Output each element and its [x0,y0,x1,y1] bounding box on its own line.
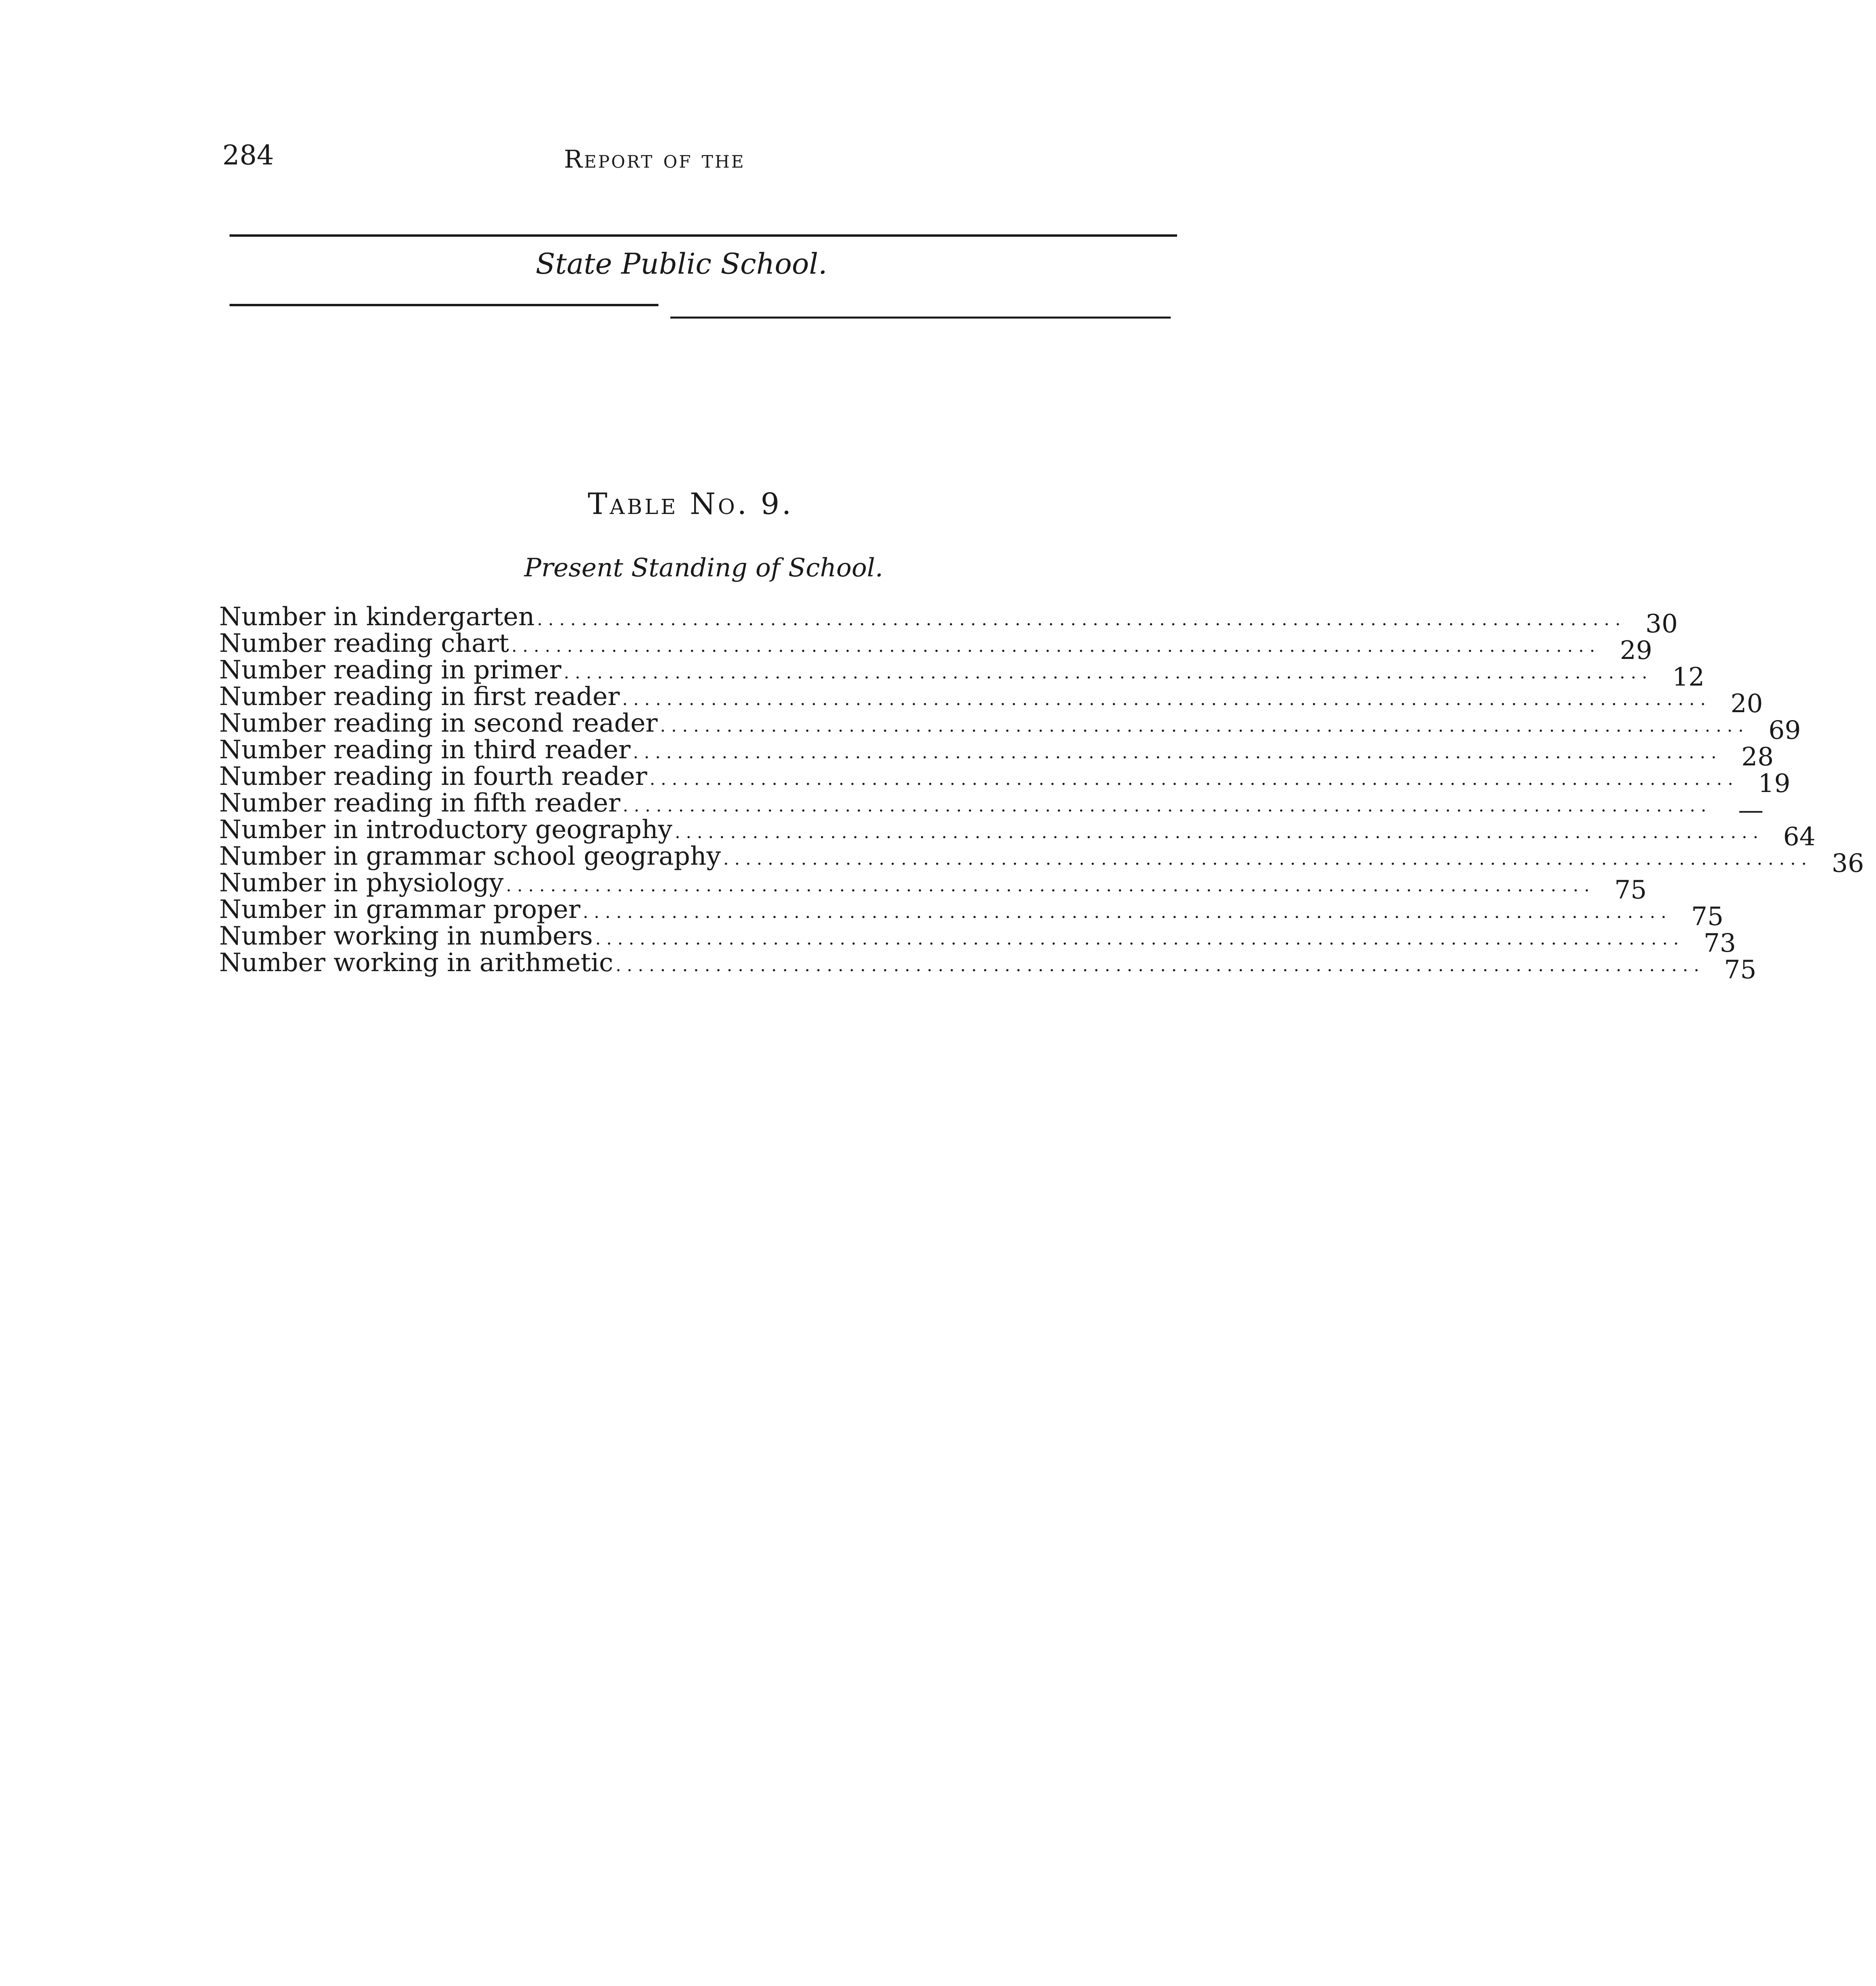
table-row [219,815,1816,852]
table-subtitle: Present Standing of School. [524,553,883,583]
row-value: — [1738,796,1764,825]
row-value: 20 [1730,689,1763,719]
row-label: Number in introductory geography [219,815,673,844]
row-label: Number reading in third reader [219,735,631,765]
page-number: 284 [222,140,274,171]
dot-leader: .................................................................................................. [633,742,1722,763]
row-value: 69 [1768,716,1801,745]
dot-leader: .................................................................................................. [675,822,1764,842]
dot-leader: .................................................................................................. [623,796,1712,816]
dot-leader: .................................................................................................. [583,902,1672,922]
row-value: 75 [1724,955,1756,985]
row-value: 64 [1783,822,1816,852]
row-value: 75 [1614,875,1647,905]
header-rule-bottom-left [230,304,658,306]
dot-leader: .................................................................................................. [564,663,1653,683]
header-rule-top [230,234,1177,237]
table-row [219,922,1736,958]
row-label: Number working in numbers [219,922,593,951]
row-value: 30 [1645,609,1678,639]
row-label: Number reading in primer [219,655,562,685]
table-row [219,602,1678,639]
table-row [219,868,1647,905]
row-label: Number in grammar proper [219,895,581,924]
dot-leader: .................................................................................................. [660,716,1749,736]
table-row [219,735,1774,772]
table-row [219,762,1791,798]
row-value: 73 [1704,929,1736,958]
row-value: 19 [1758,769,1791,798]
row-value: 29 [1620,636,1652,665]
row-label: Number reading in second reader [219,709,658,738]
row-label: Number reading in fifth reader [219,788,621,818]
standing-table [219,602,1864,985]
running-head: Report of the [564,145,745,174]
row-label: Number reading in first reader [219,682,620,711]
row-label: Number in grammar school geography [219,842,721,871]
row-value: 75 [1691,902,1724,931]
row-label: Number in kindergarten [219,602,535,632]
dot-leader: .................................................................................................. [622,689,1712,709]
row-value: 12 [1672,663,1705,692]
table-row [219,709,1801,745]
dot-leader: .................................................................................................. [616,955,1705,976]
dot-leader: .................................................................................................. [595,929,1685,949]
table-row [219,895,1724,931]
dot-leader: .................................................................................................. [537,609,1626,630]
header-rule-bottom-right [670,317,1171,319]
row-value: 36 [1832,849,1864,878]
row-label: Number reading chart [219,629,509,658]
dot-leader: .................................................................................................. [506,875,1595,896]
table-row [219,655,1705,692]
dot-leader: .................................................................................................. [511,636,1601,656]
dot-leader: .................................................................................................. [723,849,1812,869]
table-row [219,842,1864,878]
table-row [219,682,1763,719]
row-label: Number in physiology [219,868,504,898]
table-row [219,629,1652,665]
table-row [219,788,1764,825]
table-row [219,948,1756,985]
section-title: State Public School. [535,247,828,280]
row-label: Number reading in fourth reader [219,762,647,791]
table-title: Table No. 9. [588,487,794,521]
dot-leader: .................................................................................................. [649,769,1739,789]
row-value: 28 [1741,742,1774,772]
row-label: Number working in arithmetic [219,948,614,978]
